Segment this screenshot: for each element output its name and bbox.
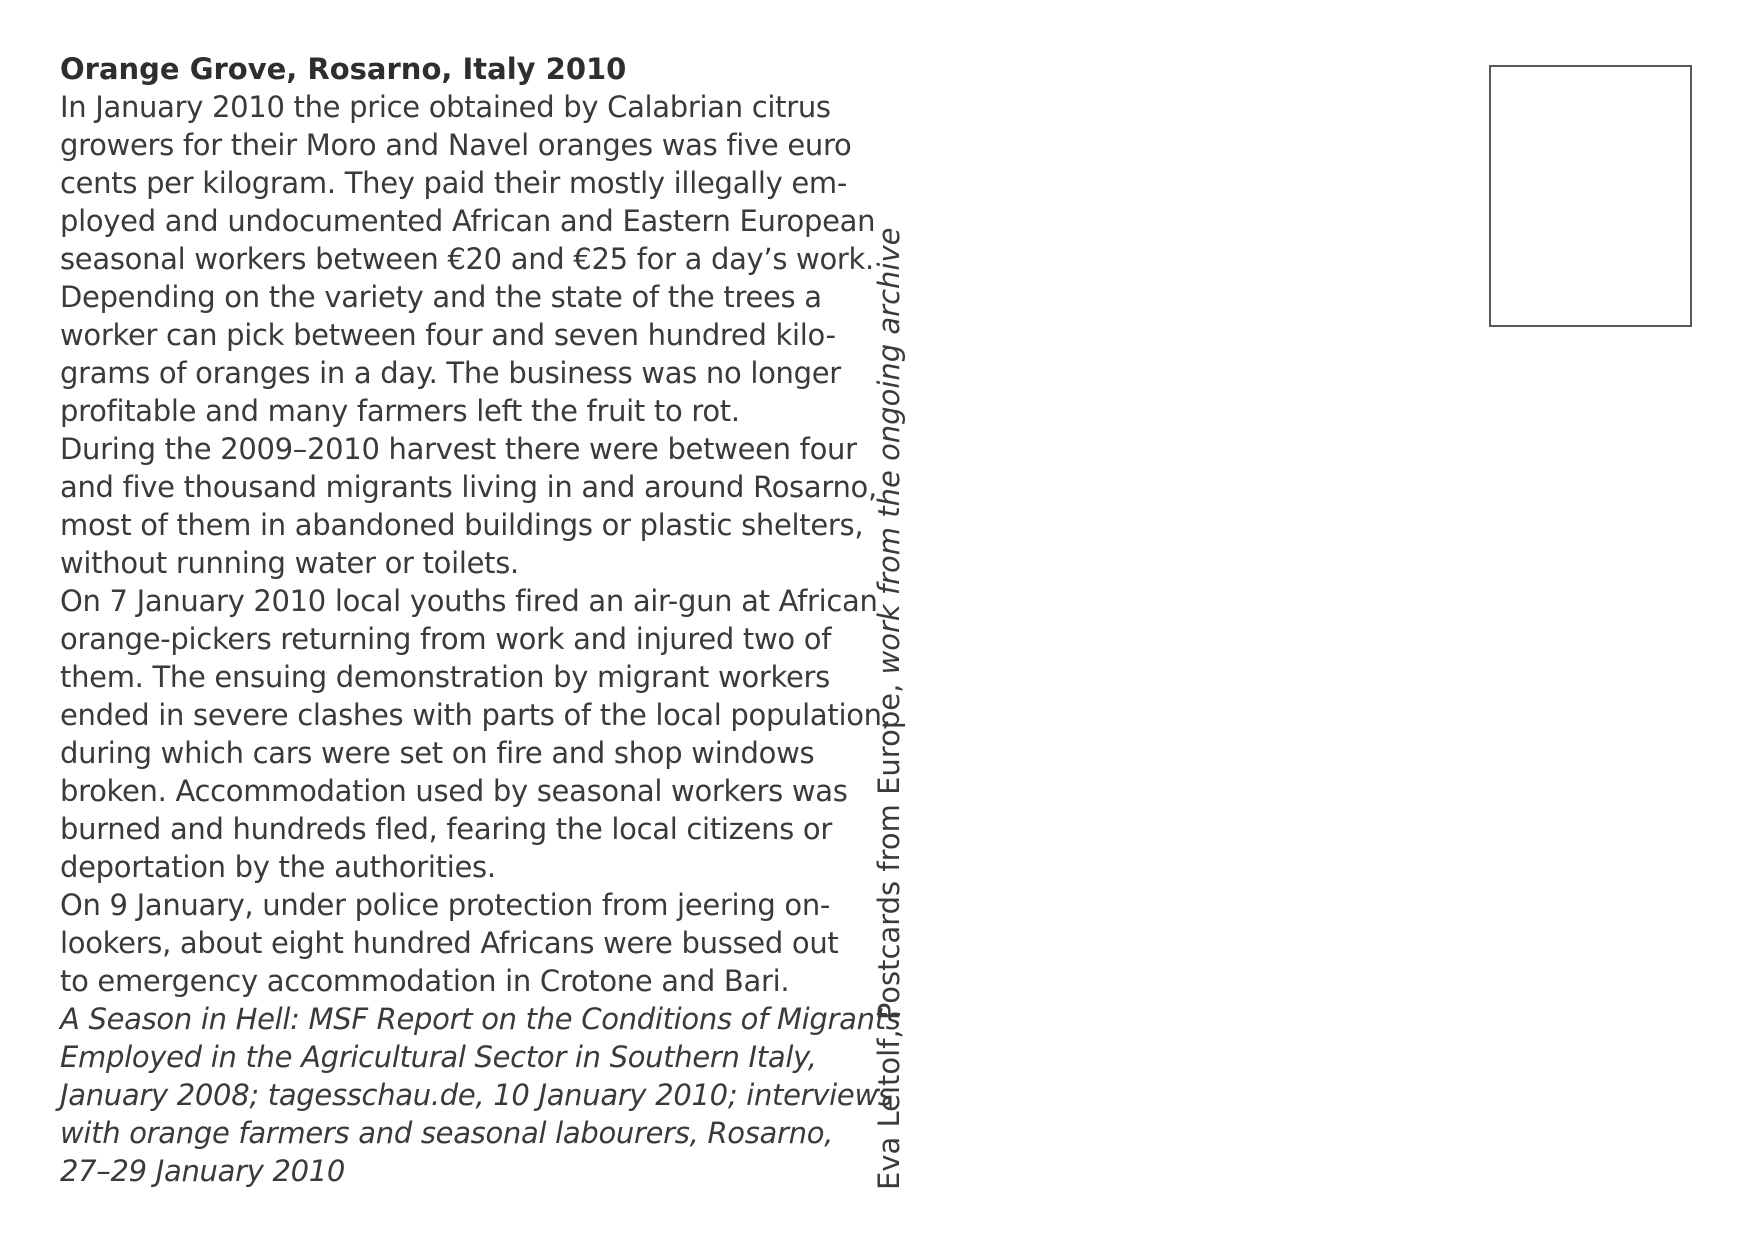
body-line: seasonal workers between €20 and €25 for a day’s work. — [60, 242, 874, 276]
source-line: 27–29 January 2010 — [60, 1154, 346, 1188]
credit-author-series: Eva Leitolf, Postcards from Europe, — [872, 683, 906, 1190]
body-line: burned and hundreds fled, fearing the local citizens or — [60, 812, 832, 846]
source-line: January 2008; tagesschau.de, 10 January 2010; interviews — [60, 1078, 893, 1112]
body-line: them. The ensuing demonstration by migrant workers — [60, 660, 830, 694]
body-line: In January 2010 the price obtained by Calabrian citrus — [60, 90, 831, 124]
vertical-credit — [870, 228, 908, 1190]
stamp-placeholder-box — [1489, 65, 1692, 327]
body-line: On 7 January 2010 local youths fired an air-gun at African — [60, 584, 878, 618]
body-line: orange-pickers returning from work and injured two of — [60, 622, 832, 656]
body-line: On 9 January, under police protection from jeering on- — [60, 888, 831, 922]
body-line: grams of oranges in a day. The business was no longer — [60, 356, 841, 390]
body-line: profitable and many farmers left the fruit to rot. — [60, 394, 740, 428]
body-line: cents per kilogram. They paid their mostly illegally em- — [60, 166, 848, 200]
body-line: worker can pick between four and seven hundred kilo- — [60, 318, 836, 352]
body-line: broken. Accommodation used by seasonal workers was — [60, 774, 848, 808]
body-line: growers for their Moro and Navel oranges was five euro — [60, 128, 852, 162]
body-line: ended in severe clashes with parts of the local population, — [60, 698, 891, 732]
postcard-title: Orange Grove, Rosarno, Italy 2010 — [60, 52, 627, 86]
body-line: ployed and undocumented African and Eastern European — [60, 204, 876, 238]
source-citation — [60, 1000, 901, 1190]
body-line: deportation by the authorities. — [60, 850, 496, 884]
source-line: Employed in the Agricultural Sector in Southern Italy, — [60, 1040, 817, 1074]
body-line: to emergency accommodation in Crotone and Bari. — [60, 964, 790, 998]
body-line: lookers, about eight hundred Africans were bussed out — [60, 926, 839, 960]
body-line: and five thousand migrants living in and around Rosarno, — [60, 470, 877, 504]
body-line: without running water or toilets. — [60, 546, 519, 580]
body-line: during which cars were set on fire and shop windows — [60, 736, 815, 770]
source-line: A Season in Hell: MSF Report on the Conditions of Migrants — [60, 1002, 901, 1036]
credit-work-note: work from the ongoing archive — [872, 227, 906, 675]
body-line: Depending on the variety and the state of the trees a — [60, 280, 822, 314]
source-line: with orange farmers and seasonal labourers, Rosarno, — [60, 1116, 834, 1150]
body-line: most of them in abandoned buildings or plastic shelters, — [60, 508, 864, 542]
body-line: During the 2009–2010 harvest there were between four — [60, 432, 857, 466]
